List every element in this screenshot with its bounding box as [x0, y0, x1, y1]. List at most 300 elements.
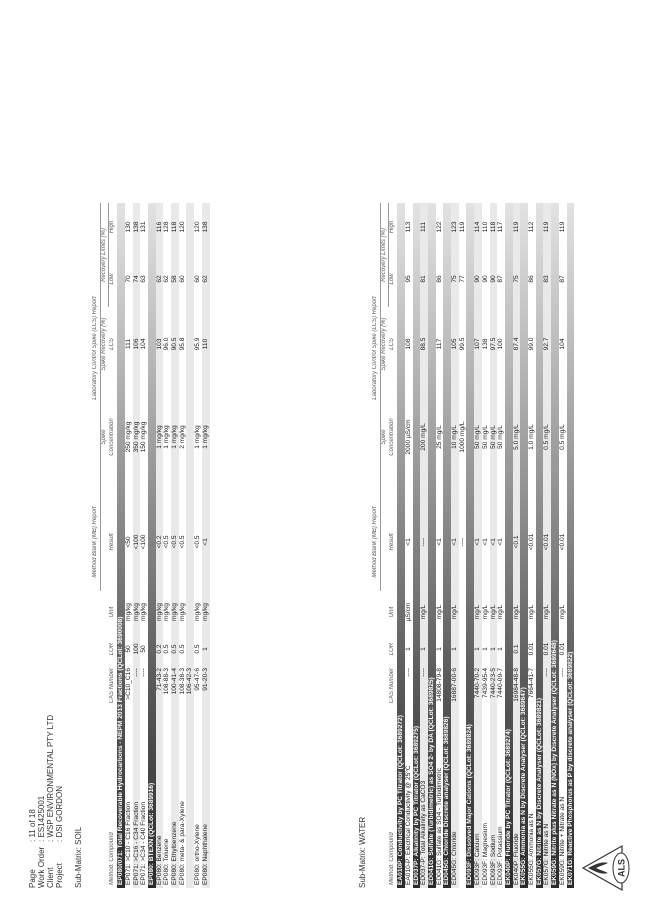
recovery-low-cell: 77: [458, 275, 466, 283]
cas-number-cell: 7440-70-2: [474, 665, 482, 723]
method-compound-cell: ED093F: Sodium: [490, 723, 498, 888]
table-row: [171, 203, 179, 888]
table-row: [513, 203, 521, 888]
recovery-high-cell: 138: [133, 203, 141, 251]
header-spacer: [372, 591, 380, 888]
lcs-recovery-cell: 96.0: [163, 337, 171, 351]
header-row-subgroups: [380, 203, 389, 888]
table-row: [202, 203, 210, 888]
recovery-high-cell: 119: [558, 221, 566, 233]
recovery-high-cell: 118: [171, 203, 179, 251]
unit-cell: mg/kg: [133, 591, 141, 633]
recovery-high-cell: 120: [194, 221, 202, 233]
lcs-recovery-cell: 117: [435, 338, 443, 350]
cas-number-cell: 108-88-3: [163, 668, 171, 695]
recovery-high-cell: 128: [163, 221, 171, 233]
cas-number-cell: 71-43-2: [156, 665, 164, 723]
spike-concentration-cell: 0.5 mg/L: [543, 381, 551, 493]
spike-concentration-cell: 150 mg/kg: [140, 421, 148, 453]
header-high: High: [109, 220, 116, 234]
lcs-recovery-cell: 108: [404, 338, 412, 350]
method-compound-cell: EP071: >C16 - C34 Fraction: [133, 723, 141, 888]
section-header-row: [505, 203, 513, 888]
unit-cell: mg/L: [558, 604, 566, 620]
work-order-label: Work Order: [37, 846, 46, 888]
header-result: Result: [109, 533, 116, 551]
lor-cell: 1: [490, 633, 498, 665]
recovery-low-cell: 63: [140, 275, 148, 283]
method-compound-cell: ED093F: Calcium: [474, 723, 482, 888]
project-label: Project: [55, 863, 64, 888]
work-order-value: : ES1425001: [37, 795, 46, 842]
header-low: Low: [389, 273, 396, 285]
lor-cell: 0.1: [513, 633, 521, 665]
table-row: [459, 203, 467, 888]
section-title: EP080/071: Total Recoverable Hydrocarbons - NEPM 2013 Fractions (QCLot: 3690008): [117, 203, 125, 888]
unit-cell: mg/kg: [140, 603, 148, 621]
lcs-recovery-cell: 107: [474, 307, 482, 381]
method-compound-cell: [186, 723, 194, 888]
spike-concentration-cell: 2000 µS/cm: [404, 419, 412, 455]
table-row: [436, 203, 444, 888]
lcs-recovery-cell: 97.5: [490, 307, 498, 381]
lor-cell: 50: [124, 645, 132, 653]
cas-number-cell: ----: [140, 668, 148, 677]
header-spacer: [92, 591, 100, 888]
method-compound-cell: EK057G: Nitrite as N: [543, 723, 551, 888]
header-lcs: LCS: [109, 338, 116, 350]
recovery-high-cell: 110: [481, 221, 489, 233]
mb-result-cell: <1: [202, 493, 210, 591]
client-label: Client: [46, 867, 55, 888]
lor-cell: 1: [474, 633, 482, 665]
method-compound-cell: EP080: Benzene: [156, 723, 164, 888]
recovery-high-cell: 118: [490, 203, 498, 251]
cas-number-cell: 108-38-3: [178, 668, 186, 695]
recovery-low-cell: 58: [171, 251, 179, 307]
method-compound-cell: ED045G: Chloride: [451, 723, 459, 888]
method-compound-cell: ED093F: Potassium: [497, 826, 505, 885]
recovery-low-cell: 62: [163, 275, 171, 283]
method-compound-cell: EP080: Toluene: [163, 838, 171, 885]
mb-result-cell: <1: [474, 493, 482, 591]
spike-concentration-cell: 350 mg/kg: [133, 381, 141, 493]
cas-number-cell: 14808-79-8: [435, 668, 443, 702]
unit-cell: mg/L: [543, 591, 551, 633]
lor-cell: 0.5: [171, 633, 179, 665]
method-compound-cell: EP071: >C10 - C16 Fraction: [124, 801, 132, 885]
unit-cell: mg/L: [513, 591, 521, 633]
recovery-low-cell: 86: [435, 275, 443, 283]
unit-cell: mg/kg: [156, 591, 164, 633]
lcs-recovery-cell: 87.4: [513, 307, 521, 381]
spike-concentration-cell: 10 mg/L: [451, 381, 459, 493]
header-row-subgroups: [100, 203, 109, 888]
spike-concentration-cell: 1.0 mg/L: [528, 424, 536, 450]
header-high: High: [389, 220, 396, 234]
project-value: : DSI GORDON: [55, 785, 64, 842]
recovery-high-cell: 120: [178, 221, 186, 233]
lor-cell: 0.01: [528, 642, 536, 656]
method-compound-cell: EP080: meta- & para-Xylene: [178, 801, 186, 885]
table-row: [125, 203, 133, 888]
lor-cell: 100: [133, 633, 141, 665]
lcs-recovery-cell: 104: [558, 338, 566, 350]
recovery-low-cell: 60: [194, 275, 202, 283]
water-sub-matrix: Sub-Matrix: WATER: [358, 816, 367, 888]
table-row: [140, 203, 148, 888]
mb-result-cell: <1: [435, 538, 443, 546]
unit-cell: mg/kg: [194, 603, 202, 621]
table-row: [186, 203, 194, 888]
mb-result-cell: <1: [451, 493, 459, 591]
cas-number-cell: 16984-48-8: [513, 665, 521, 723]
table-row: [559, 203, 567, 888]
mb-result-cell: <0.5: [171, 493, 179, 591]
cas-number-cell: ----: [420, 665, 428, 723]
unit-cell: mg/L: [490, 591, 498, 633]
lor-cell: 0.01: [558, 642, 566, 656]
water-qc-table: [372, 203, 574, 888]
report-header: [28, 715, 64, 888]
unit-cell: mg/kg: [178, 603, 186, 621]
header-cas-number: CAS Number: [389, 668, 396, 704]
als-logo: [582, 844, 634, 892]
section-header-row: [397, 203, 405, 888]
recovery-high-cell: 119: [543, 203, 551, 251]
lor-cell: 1: [435, 647, 443, 651]
cas-number-cell: 7440-23-5: [490, 665, 498, 723]
lor-cell: 50: [140, 645, 148, 653]
recovery-low-cell: 95: [404, 275, 412, 283]
recovery-low-cell: 86: [528, 275, 536, 283]
recovery-low-cell: 83: [543, 251, 551, 307]
mb-result-cell: ----: [420, 493, 428, 591]
cas-number-cell: ----: [133, 665, 141, 723]
method-compound-cell: ED041G: Sulfate as SO4 - Turbidimetric: [435, 768, 443, 885]
table-row: [420, 203, 428, 888]
table-row: [156, 203, 164, 888]
table-row: [451, 203, 459, 888]
lcs-recovery-cell: 92.7: [543, 307, 551, 381]
lcs-recovery-cell: 99.0: [528, 337, 536, 351]
spike-concentration-cell: 1 mg/kg: [194, 425, 202, 449]
table-row: [194, 203, 202, 888]
section-header-row: [117, 203, 125, 888]
recovery-low-cell: 62: [202, 251, 210, 307]
page-value: : 11 of 18: [28, 809, 37, 842]
lcs-recovery-cell: 111: [124, 338, 132, 350]
cas-number-cell: 16887-00-6: [451, 665, 459, 723]
mb-result-cell: <0.01: [543, 493, 551, 591]
section-title: EK055G: Ammonia as N by Discrete Analyser (QCLot: 3689647): [520, 203, 528, 888]
spike-concentration-cell: 5.0 mg/L: [513, 381, 521, 493]
section-header-row: [428, 203, 436, 888]
unit-cell: mg/L: [474, 591, 482, 633]
header-low: Low: [109, 273, 116, 285]
section-header-row: [413, 203, 421, 888]
unit-cell: mg/L: [481, 604, 489, 620]
recovery-low-cell: 62: [156, 251, 164, 307]
mb-result-cell: [186, 493, 194, 591]
method-compound-cell: EP071: >C34 - C40 Fraction: [140, 801, 148, 885]
cas-number-cell: 106-42-3: [186, 665, 194, 723]
header-concentration: Concentration: [109, 418, 116, 456]
lor-cell: 1: [497, 647, 505, 651]
spike-concentration-cell: 250 mg/kg: [124, 421, 132, 453]
recovery-high-cell: 119: [513, 203, 521, 251]
mb-result-cell: <0.01: [558, 533, 566, 551]
spike-concentration-cell: 50 mg/L: [481, 425, 489, 449]
recovery-high-cell: 119: [458, 221, 466, 233]
client-value: : WSP ENVIRONMENTAL PTY LTD: [46, 714, 55, 842]
mb-result-cell: <1: [404, 538, 412, 546]
mb-result-cell: <1: [490, 493, 498, 591]
method-compound-cell: EK055G: Ammonia as N: [528, 813, 536, 885]
lor-cell: 0.2: [156, 633, 164, 665]
method-compound-cell: EP080: Ethylbenzene: [171, 723, 179, 888]
header-unit: Unit: [389, 606, 396, 618]
section-header-row: [466, 203, 474, 888]
lcs-recovery-cell: 100: [497, 338, 505, 350]
table-row: [133, 203, 141, 888]
spike-concentration-cell: 50 mg/L: [497, 425, 505, 449]
header-row-groups: [92, 203, 100, 888]
header-recovery-limits-group: Recovery Limits (%): [380, 203, 389, 307]
lcs-recovery-cell: 103: [156, 307, 164, 381]
method-compound-cell: ED093F: Magnesium: [481, 823, 489, 885]
method-compound-cell: EK059G: Nitrite + Nitrate as N: [558, 796, 566, 885]
mb-result-cell: <100: [133, 493, 141, 591]
header-lor: LOR: [389, 642, 396, 656]
recovery-high-cell: 122: [435, 221, 443, 233]
lcs-recovery-cell: 99.5: [458, 337, 466, 351]
recovery-high-cell: 117: [497, 221, 505, 233]
lcs-recovery-cell: 105: [451, 307, 459, 381]
recovery-low-cell: 75: [451, 251, 459, 307]
unit-cell: µS/cm: [404, 602, 412, 622]
spike-concentration-cell: 1 mg/kg: [156, 381, 164, 493]
recovery-high-cell: 131: [140, 221, 148, 233]
header-result: Result: [389, 533, 396, 551]
table-row: [497, 203, 505, 888]
spike-concentration-cell: 25 mg/L: [435, 425, 443, 449]
header-recovery-limits-group: Recovery Limits (%): [100, 203, 109, 307]
recovery-low-cell: 74: [133, 251, 141, 307]
header-row-groups: [372, 203, 380, 888]
header-method-compound: Method: Compound: [389, 832, 396, 885]
table-row: [482, 203, 490, 888]
cas-number-cell: 91-20-3: [202, 665, 210, 723]
mb-result-cell: <0.5: [194, 535, 202, 549]
cas-number-cell: 7440-09-7: [497, 668, 505, 699]
spike-concentration-cell: 2 mg/kg: [178, 425, 186, 449]
header-spike-recovery-group: Spike Recovery (%): [100, 317, 107, 371]
unit-cell: mg/L: [451, 591, 459, 633]
page-label: Page: [28, 869, 37, 888]
method-compound-cell: EA010-P: Electrical Conductivity @ 25°C: [404, 765, 412, 885]
header-method-blank-group: Method Blank (MB) Report: [92, 493, 100, 591]
table-row: [543, 203, 551, 888]
section-header-row: [148, 203, 156, 888]
recovery-high-cell: 116: [156, 203, 164, 251]
header-method-compound: Method: Compound: [109, 832, 116, 885]
unit-cell: mg/L: [497, 604, 505, 620]
section-header-row: [520, 203, 528, 888]
recovery-low-cell: 75: [513, 251, 521, 307]
recovery-high-cell: 114: [474, 203, 482, 251]
header-concentration: Concentration: [389, 418, 396, 456]
header-lcs-group: Laboratory Control Spike (LCS) Report: [92, 203, 100, 493]
table-row: [179, 203, 187, 888]
lcs-recovery-cell: 104: [140, 338, 148, 350]
recovery-high-cell: 130: [124, 221, 132, 233]
method-compound-cell: EP080: ortho-Xylene: [194, 824, 202, 885]
lor-cell: 1: [404, 647, 412, 651]
recovery-high-cell: 112: [528, 221, 536, 233]
mb-result-cell: <100: [140, 534, 148, 550]
cas-number-cell: ----: [543, 665, 551, 723]
unit-cell: [186, 591, 194, 633]
header-spacer: [100, 493, 109, 888]
recovery-high-cell: 111: [420, 203, 428, 251]
mb-result-cell: <0.5: [178, 535, 186, 549]
unit-cell: [459, 591, 467, 633]
recovery-low-cell: 90: [490, 251, 498, 307]
recovery-high-cell: 123: [451, 203, 459, 251]
header-method-blank-group: Method Blank (MB) Report: [372, 493, 380, 591]
cas-number-cell: [459, 665, 467, 723]
spike-concentration-cell: 1 mg/kg: [171, 381, 179, 493]
lcs-recovery-cell: [186, 307, 194, 381]
recovery-high-cell: [186, 203, 194, 251]
recovery-high-cell: 138: [202, 203, 210, 251]
section-header-row: [551, 203, 559, 888]
spike-concentration-cell: [186, 381, 194, 493]
unit-cell: mg/L: [528, 604, 536, 620]
logo-text: ALS: [616, 859, 627, 877]
spike-concentration-cell: 200 mg/L: [420, 381, 428, 493]
cas-number-cell: 100-41-4: [171, 665, 179, 723]
header-cas-number: CAS Number: [109, 668, 116, 704]
header-row-columns: [389, 203, 397, 888]
unit-cell: mg/kg: [163, 603, 171, 621]
lcs-recovery-cell: 106: [133, 307, 141, 381]
unit-cell: mg/L: [435, 604, 443, 620]
recovery-low-cell: 87: [558, 275, 566, 283]
recovery-low-cell: [186, 251, 194, 307]
recovery-low-cell: 87: [497, 275, 505, 283]
lcs-recovery-cell: 138: [481, 338, 489, 350]
mb-result-cell: ----: [458, 537, 466, 547]
lor-cell: 0.5: [194, 644, 202, 654]
method-compound-cell: ED037-P: Total Alkalinity as CaCO3: [420, 723, 428, 888]
section-title: ED041G: Sulfate (Turbidimetric) as SO4 2- by DA (QCLot: 3689825): [428, 203, 436, 888]
header-lcs-group: Laboratory Control Spike (LCS) Report: [372, 203, 380, 493]
spike-concentration-cell: 50 mg/L: [474, 381, 482, 493]
lor-cell: 1: [420, 633, 428, 665]
section-header-row: [567, 203, 575, 888]
unit-cell: mg/L: [420, 591, 428, 633]
cas-number-cell: 7439-95-4: [481, 668, 489, 699]
soil-sub-matrix: Sub-Matrix: SOIL: [74, 826, 83, 888]
section-title: EK071G: Reactive Phosphorus as P by discrete analyser (QCLot: 3689822): [567, 203, 575, 888]
recovery-low-cell: 81: [420, 251, 428, 307]
header-unit: Unit: [109, 606, 116, 618]
section-header-row: [536, 203, 544, 888]
section-title: EK057G: Nitrite as N by Discrete Analyser (QCLot: 3689821): [536, 203, 544, 888]
header-lor: LOR: [109, 642, 116, 656]
lor-cell: 0.01: [543, 633, 551, 665]
lor-cell: [459, 633, 467, 665]
lor-cell: 1: [481, 647, 489, 651]
header-spike-group: Spike: [100, 429, 107, 445]
lcs-recovery-cell: 95.8: [178, 337, 186, 351]
method-compound-cell: EP080: Naphthalene: [202, 723, 210, 888]
lor-cell: 1: [451, 633, 459, 665]
table-row: [163, 203, 171, 888]
spike-concentration-cell: 50 mg/L: [490, 381, 498, 493]
recovery-low-cell: 90: [474, 251, 482, 307]
lcs-recovery-cell: 110: [202, 307, 210, 381]
section-header-row: [443, 203, 451, 888]
cas-number-cell: 95-47-6: [194, 668, 202, 691]
unit-cell: mg/kg: [124, 603, 132, 621]
header-row-columns: [109, 203, 117, 888]
table-row: [405, 203, 413, 888]
recovery-low-cell: 70: [124, 275, 132, 283]
mb-result-cell: <0.5: [163, 535, 171, 549]
unit-cell: mg/kg: [202, 591, 210, 633]
section-title: EA010P: Conductivity by PC Titrator (QCLot: 3689272): [397, 203, 405, 888]
mb-result-cell: <0.1: [513, 493, 521, 591]
cas-number-cell: 7664-41-7: [528, 668, 536, 699]
spike-concentration-cell: 1 mg/kg: [163, 425, 171, 449]
mb-result-cell: <50: [124, 536, 132, 548]
unit-cell: mg/kg: [171, 591, 179, 633]
spike-concentration-cell: 0.5 mg/L: [558, 424, 566, 450]
method-compound-cell: EK040P: Fluoride: [513, 723, 521, 888]
lcs-recovery-cell: 90.5: [171, 307, 179, 381]
lcs-recovery-cell: 95.9: [194, 337, 202, 351]
lor-cell: 0.5: [178, 644, 186, 654]
lor-cell: 0.5: [163, 644, 171, 654]
lcs-recovery-cell: 88.5: [420, 307, 428, 381]
lor-cell: 1: [202, 633, 210, 665]
section-title: ED093F: Dissolved Major Cations (QCLot: 3689824): [466, 203, 474, 888]
recovery-low-cell: 90: [481, 275, 489, 283]
soil-qc-table: [92, 203, 210, 888]
section-title: ED037P: Alkalinity by PC Titrator (QCLot: 3689275): [413, 203, 421, 888]
mb-result-cell: <0.01: [528, 533, 536, 551]
mb-result-cell: <0.2: [156, 493, 164, 591]
header-spacer: [380, 493, 389, 888]
section-title: EK040P: Fluoride by PC Titrator (QCLot: 3689274): [505, 203, 513, 888]
table-row: [490, 203, 498, 888]
header-spike-group: Spike: [380, 429, 387, 445]
spike-concentration-cell: 1000 mg/L: [458, 421, 466, 453]
cas-number-cell: >C10_C16: [124, 668, 132, 700]
mb-result-cell: <1: [497, 538, 505, 546]
cas-number-cell: ----: [404, 668, 412, 677]
header-spike-recovery-group: Spike Recovery (%): [380, 317, 387, 371]
table-row: [528, 203, 536, 888]
spike-concentration-cell: 1 mg/kg: [202, 381, 210, 493]
header-lcs: LCS: [389, 338, 396, 350]
section-title: ED045G: Chloride Discrete analyser (QCLot: 3689826): [443, 203, 451, 888]
section-title: EP080: BTEXN (QCLot: 3689916): [148, 203, 156, 888]
recovery-high-cell: 113: [404, 221, 412, 233]
